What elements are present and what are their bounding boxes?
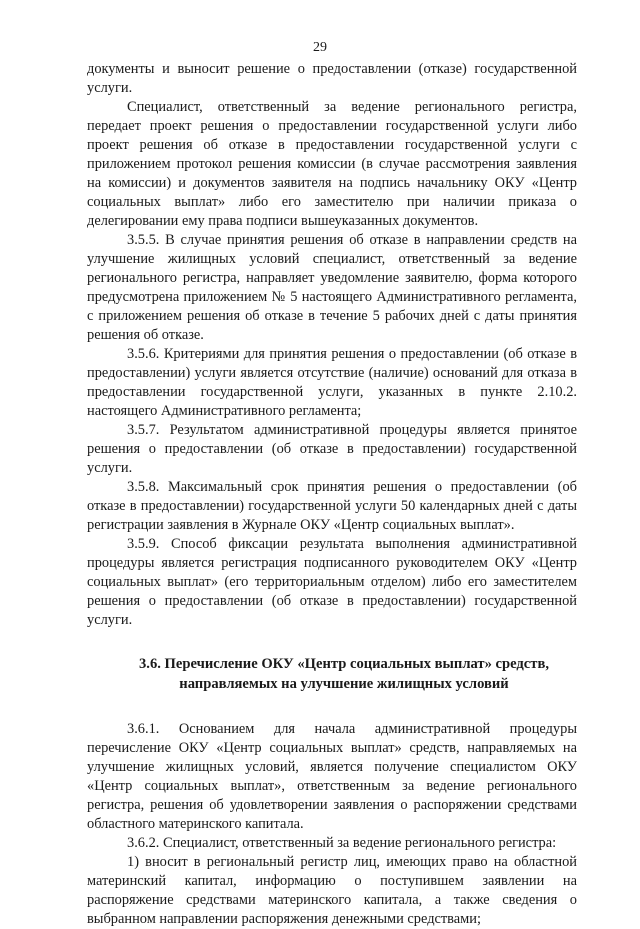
- paragraph-3-5-8: 3.5.8. Максимальный срок принятия решения о предоставлении (об отказе в предоставлении) государственной услуги 50 календарных дней с даты регистрации заявления в Журнале ОКУ «Центр социальных выплат».: [87, 479, 577, 533]
- paragraph-specialist-transfer: Специалист, ответственный за ведение регионального регистра, передает проект решения о предоставлении государственной услуги либо проект решения об отказе в предоставлении государственной услуги с приложением протокол решения комиссии (в случае рассмотрения заявления на комиссии) и документов заявителя на подпись начальнику ОКУ «Центр социальных выплат» либо его заместителю при наличии приказа о делегировании ему права подписи вышеуказанных документов.: [87, 99, 577, 229]
- section-heading-3-6: 3.6. Перечисление ОКУ «Центр социальных выплат» средств, направляемых на улучшение жилищных условий: [139, 656, 549, 692]
- page-number: 29: [313, 40, 327, 55]
- document-body: [87, 60, 577, 929]
- paragraph-3-5-6: 3.5.6. Критериями для принятия решения о предоставлении (об отказе в предоставлении) услуги является отсутствие (наличие) оснований для отказа в предоставлении государственной услуги, указанных в пункте 2.10.2. настоящего Административного регламента;: [87, 346, 577, 419]
- paragraph-3-5-9: 3.5.9. Способ фиксации результата выполнения административной процедуры является регистрация подписанного руководителем ОКУ «Центр социальных выплат» (его территориальным отделом) либо его заместителем решения о предоставлении (об отказе в предоставлении) государственной услуги.: [87, 536, 577, 628]
- paragraph-continuation: документы и выносит решение о предоставлении (отказе) государственной услуги.: [87, 61, 577, 96]
- paragraph-3-6-2: 3.6.2. Специалист, ответственный за ведение регионального регистра:: [127, 835, 557, 851]
- paragraph-3-5-7: 3.5.7. Результатом административной процедуры является принятое решения о предоставлении (об отказе в предоставлении) государственной услуги.: [87, 422, 577, 476]
- paragraph-3-5-5: 3.5.5. В случае принятия решения об отказе в направлении средств на улучшение жилищных условий специалист, ответственный за ведение регионального регистра, направляет уведомление заявителю, форма которого предусмотрена приложением № 5 настоящего Административного регламента, с приложением решения об отказе в течение 5 рабочих дней с даты принятия решения об отказе.: [87, 232, 577, 343]
- paragraph-3-6-2-item-1: 1) вносит в региональный регистр лиц, имеющих право на областной материнский капитал, информацию о поступившем заявлении на распоряжение средствами материнского капитала, а также сведения о выбранном направлении распоряжения денежными средствами;: [87, 854, 577, 927]
- paragraph-3-6-1: 3.6.1. Основанием для начала административной процедуры перечисление ОКУ «Центр социальных выплат» средств, направляемых на улучшение жилищных условий, является получение специалистом ОКУ «Центр социальных выплат», ответственным за ведение регионального регистра, решения об удовлетворении заявления о распоряжении средствами областного материнского капитала.: [87, 721, 577, 832]
